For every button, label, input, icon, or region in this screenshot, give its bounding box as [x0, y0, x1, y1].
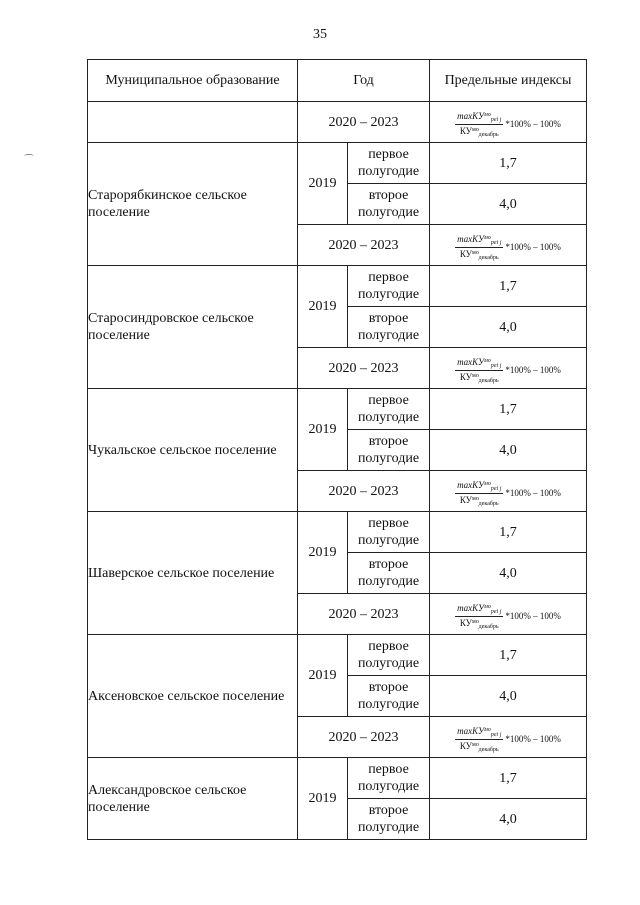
period-cell: 2020 – 2023: [298, 102, 430, 143]
index-value: 1,7: [430, 758, 587, 799]
year-cell: 2019: [298, 512, 348, 594]
index-value: 4,0: [430, 430, 587, 471]
formula-cell: [430, 717, 587, 758]
formula-denominator: $КУ^{мо}_{декабрь}$: [459, 494, 499, 507]
formula-denominator: $КУ^{мо}_{декабрь}$: [459, 125, 499, 138]
formula-numerator: maxКУ$^{мо}_{pei j}$: [457, 725, 502, 738]
formula-tail: *100% – 100%: [505, 119, 561, 129]
index-formula: [455, 726, 561, 753]
period-cell: 2020 – 2023: [298, 348, 430, 389]
half-year-label: первое полугодие: [348, 266, 430, 307]
year-cell: 2019: [298, 266, 348, 348]
municipality-name: Старорябкинское сельское поселение: [88, 143, 298, 266]
table-body: [88, 102, 587, 840]
half-year-label: второе полугодие: [348, 184, 430, 225]
half-year-label: второе полугодие: [348, 307, 430, 348]
table-row: [88, 758, 587, 799]
period-cell: 2020 – 2023: [298, 594, 430, 635]
half-year-label: второе полугодие: [348, 430, 430, 471]
header-year: Год: [298, 60, 430, 102]
formula-cell: [430, 102, 587, 143]
index-value: 4,0: [430, 676, 587, 717]
formula-numerator: maxКУ$^{мо}_{pei j}$: [457, 110, 502, 123]
index-value: 1,7: [430, 266, 587, 307]
table-row: [88, 512, 587, 553]
formula-numerator: maxКУ$^{мо}_{pei j}$: [457, 602, 502, 615]
half-year-label: первое полугодие: [348, 635, 430, 676]
index-value: 1,7: [430, 635, 587, 676]
half-year-label: второе полугодие: [348, 676, 430, 717]
table-row: [88, 635, 587, 676]
half-year-label: второе полугодие: [348, 799, 430, 840]
index-value: 1,7: [430, 143, 587, 184]
formula-cell: [430, 594, 587, 635]
table-header-row: [88, 60, 587, 102]
formula-tail: *100% – 100%: [505, 242, 561, 252]
formula-fraction: [455, 357, 503, 384]
formula-fraction: [455, 480, 503, 507]
half-year-label: первое полугодие: [348, 143, 430, 184]
header-indices: Предельные индексы: [430, 60, 587, 102]
index-value: 4,0: [430, 184, 587, 225]
municipality-name: Старосиндровское сельское поселение: [88, 266, 298, 389]
index-value: 4,0: [430, 307, 587, 348]
formula-cell: [430, 348, 587, 389]
year-cell: 2019: [298, 143, 348, 225]
formula-fraction: [455, 603, 503, 630]
period-cell: 2020 – 2023: [298, 717, 430, 758]
formula-numerator: maxКУ$^{мо}_{pei j}$: [457, 233, 502, 246]
formula-fraction: [455, 726, 503, 753]
indices-table: [87, 59, 587, 840]
top-period-row: [88, 102, 587, 143]
table-row: [88, 143, 587, 184]
formula-fraction: [455, 111, 503, 138]
year-cell: 2019: [298, 635, 348, 717]
municipality-name: Аксеновское сельское поселение: [88, 635, 298, 758]
municipality-name: Александровское сельское поселение: [88, 758, 298, 840]
year-cell: 2019: [298, 758, 348, 840]
scan-mark: ⌒: [24, 155, 34, 166]
formula-denominator: $КУ^{мо}_{декабрь}$: [459, 740, 499, 753]
empty-municipality-cell: [88, 102, 298, 143]
formula-numerator: maxКУ$^{мо}_{pei j}$: [457, 356, 502, 369]
formula-denominator: $КУ^{мо}_{декабрь}$: [459, 617, 499, 630]
municipality-name: Чукальское сельское поселение: [88, 389, 298, 512]
formula-fraction: [455, 234, 503, 261]
period-cell: 2020 – 2023: [298, 225, 430, 266]
table-row: [88, 266, 587, 307]
formula-tail: *100% – 100%: [505, 365, 561, 375]
formula-tail: *100% – 100%: [505, 734, 561, 744]
index-formula: [455, 357, 561, 384]
formula-numerator: maxКУ$^{мо}_{pei j}$: [457, 479, 502, 492]
formula-denominator: $КУ^{мо}_{декабрь}$: [459, 248, 499, 261]
index-value: 1,7: [430, 512, 587, 553]
half-year-label: первое полугодие: [348, 389, 430, 430]
formula-tail: *100% – 100%: [505, 488, 561, 498]
index-value: 1,7: [430, 389, 587, 430]
period-cell: 2020 – 2023: [298, 471, 430, 512]
index-formula: [455, 603, 561, 630]
half-year-label: первое полугодие: [348, 512, 430, 553]
index-formula: [455, 480, 561, 507]
half-year-label: первое полугодие: [348, 758, 430, 799]
table-row: [88, 389, 587, 430]
formula-denominator: $КУ^{мо}_{декабрь}$: [459, 371, 499, 384]
index-value: 4,0: [430, 553, 587, 594]
header-municipality: Муниципальное образование: [88, 60, 298, 102]
index-value: 4,0: [430, 799, 587, 840]
formula-tail: *100% – 100%: [505, 611, 561, 621]
page-number: 35: [313, 27, 327, 42]
half-year-label: второе полугодие: [348, 553, 430, 594]
index-formula: [455, 234, 561, 261]
formula-cell: [430, 225, 587, 266]
year-cell: 2019: [298, 389, 348, 471]
formula-cell: [430, 471, 587, 512]
index-formula: [455, 111, 561, 138]
municipality-name: Шаверское сельское поселение: [88, 512, 298, 635]
